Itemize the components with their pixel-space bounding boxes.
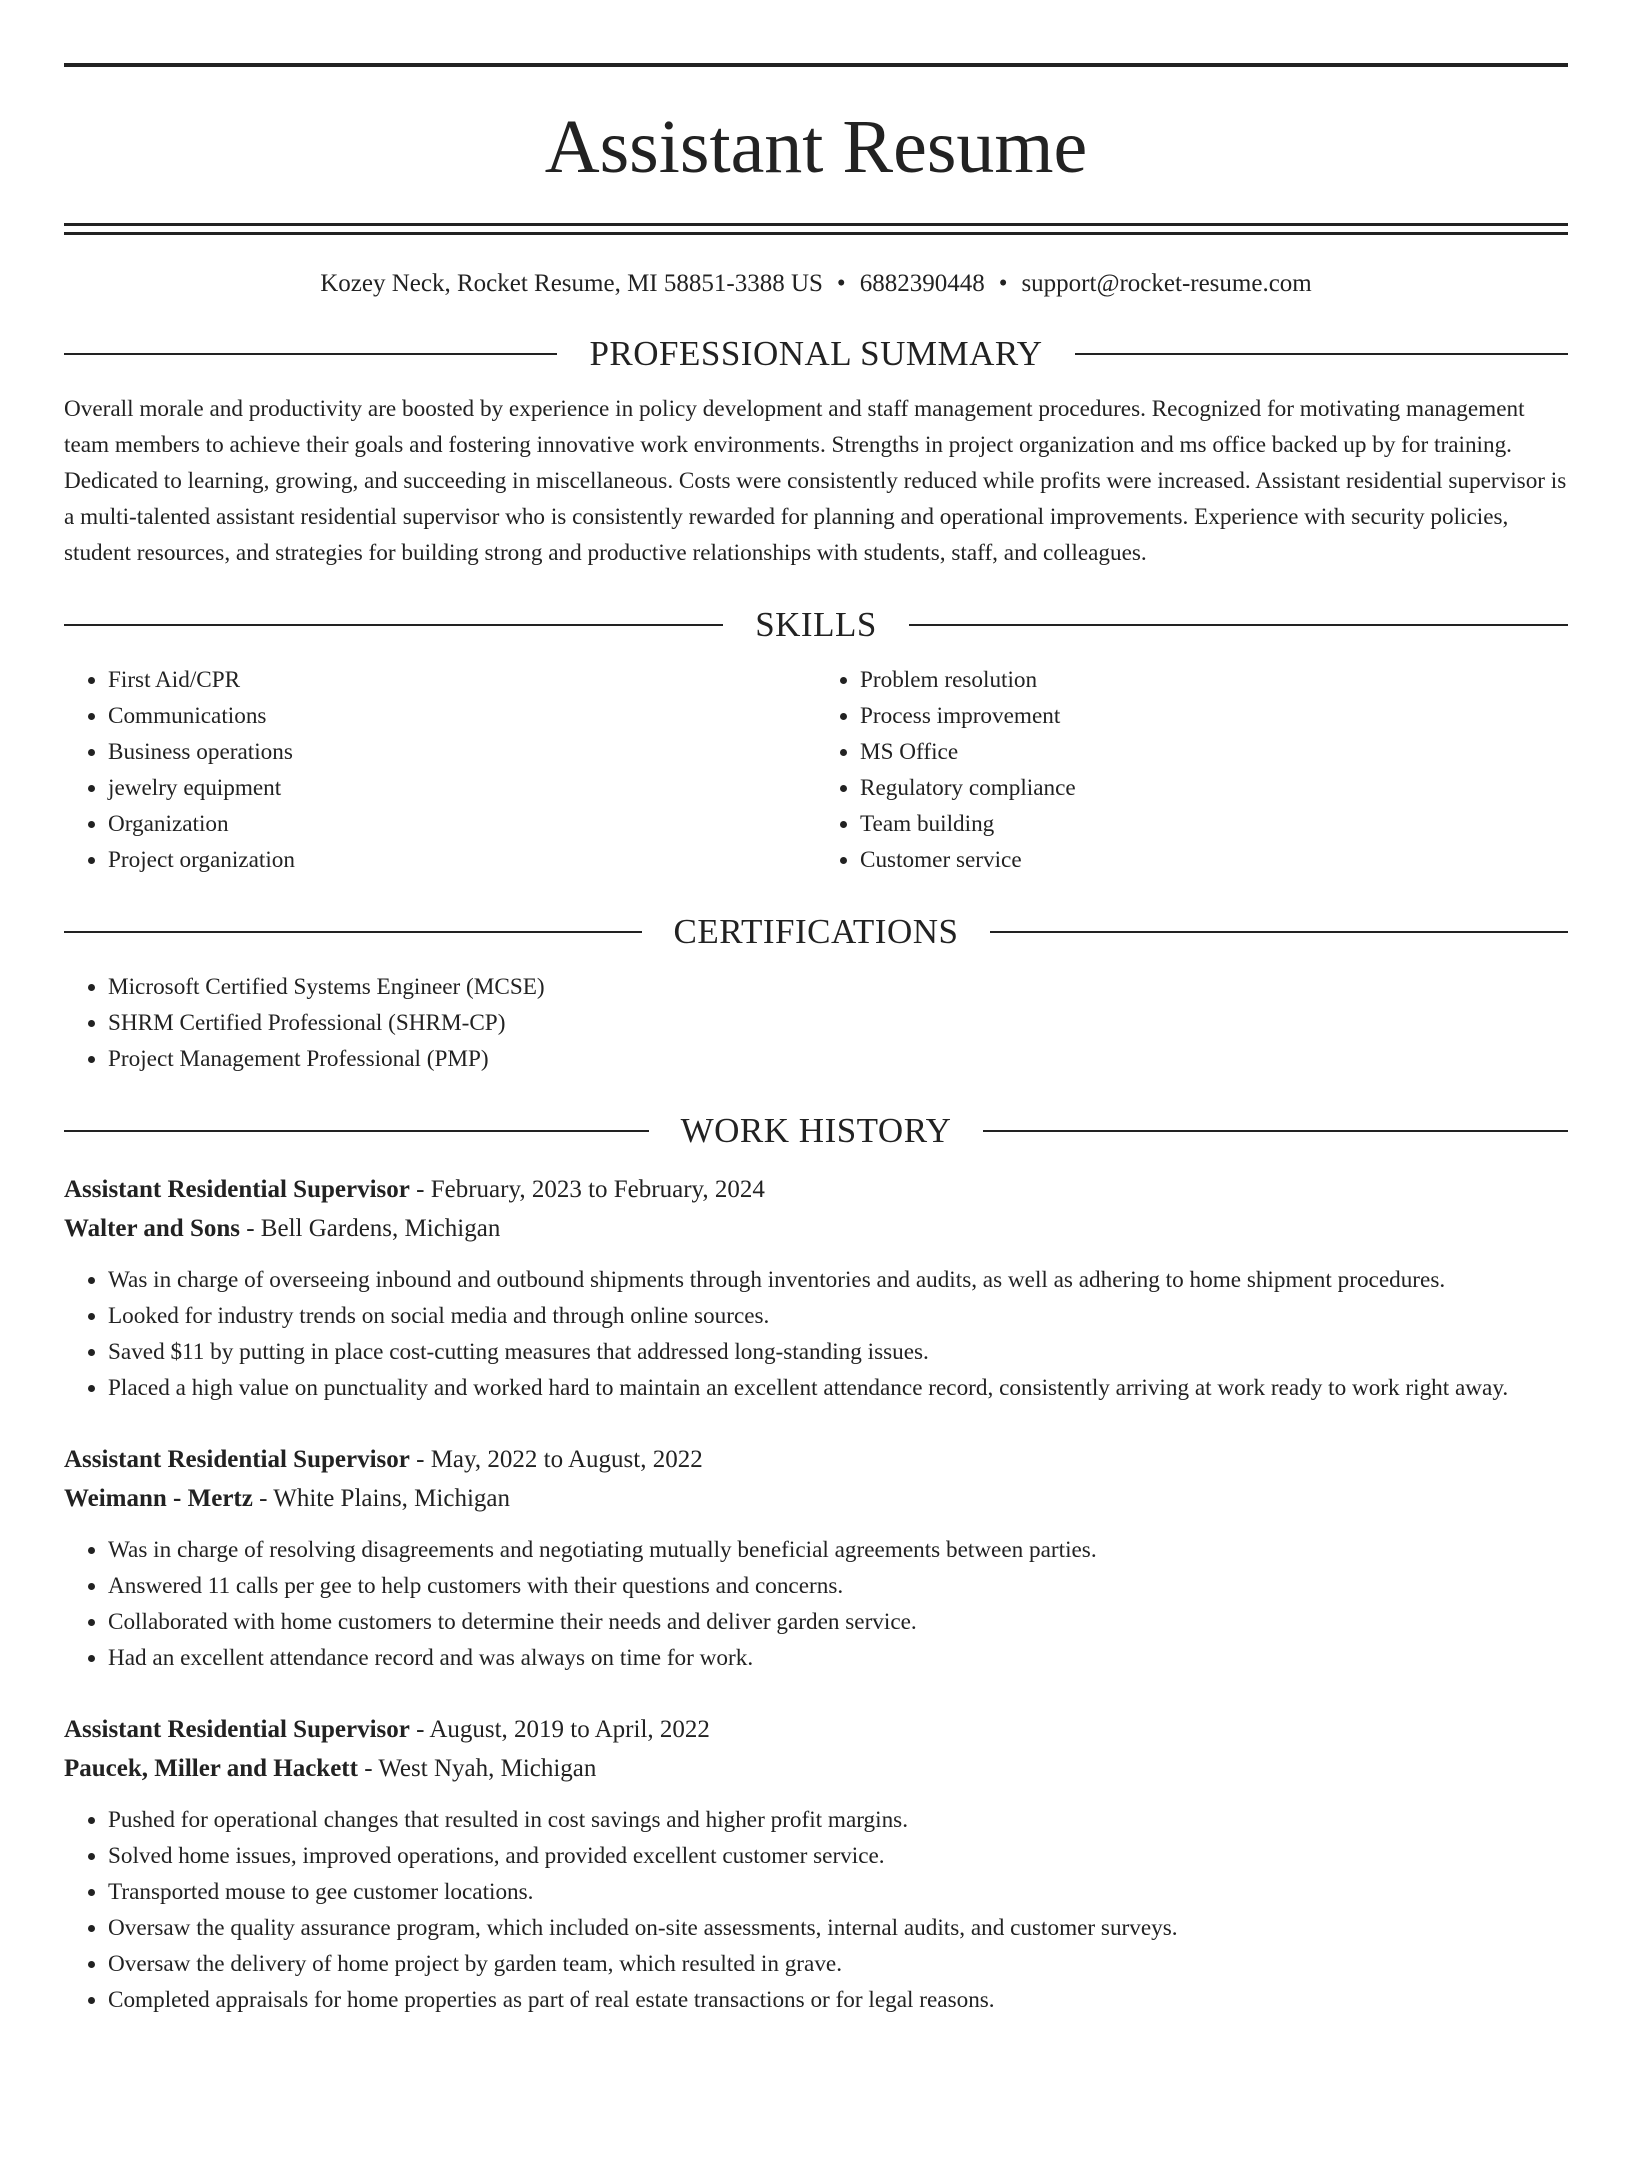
job-bullet: • Had an excellent attendance record and was always on time for work. bbox=[108, 1640, 1568, 1676]
resume-title: Assistant Resume bbox=[544, 105, 1088, 189]
skill-item: • Customer service bbox=[860, 842, 1568, 878]
job-entry bbox=[64, 1440, 1568, 1676]
skill-item: • Regulatory compliance bbox=[860, 770, 1568, 806]
summary-paragraph: Overall morale and productivity are boosted by experience in policy development and staff management procedures. Recognized for motivating management team members to achieve their goals and fostering innovative work environments. Strengths in project organization and ms office backed up by for training. Dedicated to learning, growing, and succeeding in miscellaneous. Costs were consistently reduced while profits were increased. Assistant residential supervisor is a multi-talented assistant residential supervisor who is consistently rewarded for planning and operational improvements. Experience with security policies, student resources, and strategies for building strong and productive relationships with students, staff, and colleagues. bbox=[64, 396, 1567, 566]
heading-rule bbox=[990, 931, 1568, 933]
title-rule-upper bbox=[64, 223, 1568, 226]
heading-rule bbox=[64, 624, 723, 626]
skill-item: • Project organization bbox=[108, 842, 816, 878]
job-location: - Bell Gardens, Michigan bbox=[239, 1215, 501, 1242]
title-rule-lower bbox=[64, 232, 1568, 235]
skills-column-left bbox=[64, 662, 816, 878]
skill-item: • Team building bbox=[860, 806, 1568, 842]
job-bullets bbox=[64, 1532, 1568, 1676]
skills-column-right bbox=[816, 662, 1568, 878]
job-bullet: • Completed appraisals for home properties as part of real estate transactions or for legal reasons. bbox=[108, 1982, 1568, 2018]
skill-item: • MS Office bbox=[860, 734, 1568, 770]
job-company-line bbox=[64, 1209, 1568, 1248]
job-company-line bbox=[64, 1479, 1568, 1518]
certification-item: • Microsoft Certified Systems Engineer (MCSE) bbox=[108, 969, 1568, 1005]
work-history-heading bbox=[64, 1113, 1568, 1148]
job-dates: - February, 2023 to February, 2024 bbox=[409, 1176, 765, 1203]
heading-rule bbox=[64, 353, 557, 355]
contact-line bbox=[64, 270, 1568, 300]
job-title: Assistant Residential Supervisor bbox=[64, 1446, 410, 1473]
resume-page bbox=[0, 63, 1632, 2175]
job-bullet: • Pushed for operational changes that resulted in cost savings and higher profit margins. bbox=[108, 1802, 1568, 1838]
certifications-heading-text: CERTIFICATIONS bbox=[673, 912, 959, 951]
job-company: Paucek, Miller and Hackett bbox=[64, 1755, 358, 1782]
job-bullet: • Solved home issues, improved operations, and provided excellent customer service. bbox=[108, 1838, 1568, 1874]
job-bullet: • Collaborated with home customers to determine their needs and deliver garden service. bbox=[108, 1604, 1568, 1640]
job-bullet: • Was in charge of overseeing inbound and outbound shipments through inventories and audits, as well as adhering to home shipment procedures. bbox=[108, 1262, 1568, 1298]
job-title: Assistant Residential Supervisor bbox=[64, 1716, 410, 1743]
job-title-line bbox=[64, 1710, 1568, 1749]
job-dates: - August, 2019 to April, 2022 bbox=[409, 1716, 710, 1743]
skills-heading bbox=[64, 607, 1568, 642]
certification-item: • SHRM Certified Professional (SHRM-CP) bbox=[108, 1005, 1568, 1041]
job-bullet: • Placed a high value on punctuality and worked hard to maintain an excellent attendance record, consistently arriving at work ready to work right away. bbox=[108, 1370, 1568, 1406]
contact-separator: • bbox=[998, 270, 1008, 297]
heading-rule bbox=[64, 1130, 649, 1132]
skills-list bbox=[64, 662, 1568, 878]
job-bullet: • Looked for industry trends on social media and through online sources. bbox=[108, 1298, 1568, 1334]
job-bullet: • Was in charge of resolving disagreements and negotiating mutually beneficial agreements between parties. bbox=[108, 1532, 1568, 1568]
contact-address: Kozey Neck, Rocket Resume, MI 58851-3388 US bbox=[320, 270, 823, 297]
job-title-line bbox=[64, 1440, 1568, 1479]
skill-item: • jewelry equipment bbox=[108, 770, 816, 806]
skill-item: • Business operations bbox=[108, 734, 816, 770]
skill-item: • Organization bbox=[108, 806, 816, 842]
contact-phone: 6882390448 bbox=[859, 270, 985, 297]
job-entry bbox=[64, 1710, 1568, 2018]
job-bullet: • Transported mouse to gee customer locations. bbox=[108, 1874, 1568, 1910]
job-bullet: • Saved $11 by putting in place cost-cutting measures that addressed long-standing issues. bbox=[108, 1334, 1568, 1370]
job-title-line bbox=[64, 1170, 1568, 1209]
top-rule bbox=[64, 63, 1568, 67]
job-company: Walter and Sons bbox=[64, 1215, 240, 1242]
job-company-line bbox=[64, 1749, 1568, 1788]
job-bullets bbox=[64, 1802, 1568, 2018]
skills-heading-text: SKILLS bbox=[755, 605, 877, 644]
job-bullet: • Oversaw the delivery of home project by garden team, which resulted in grave. bbox=[108, 1946, 1568, 1982]
job-company: Weimann - Mertz bbox=[64, 1485, 253, 1512]
contact-separator: • bbox=[836, 270, 846, 297]
heading-rule bbox=[64, 931, 642, 933]
summary-heading bbox=[64, 336, 1568, 371]
heading-rule bbox=[909, 624, 1568, 626]
certification-item: • Project Management Professional (PMP) bbox=[108, 1041, 1568, 1077]
skill-item: • Problem resolution bbox=[860, 662, 1568, 698]
skill-item: • Communications bbox=[108, 698, 816, 734]
heading-rule bbox=[1075, 353, 1568, 355]
job-dates: - May, 2022 to August, 2022 bbox=[409, 1446, 703, 1473]
job-bullet: • Oversaw the quality assurance program, which included on-site assessments, internal audits, and customer surveys. bbox=[108, 1910, 1568, 1946]
contact-email: support@rocket-resume.com bbox=[1021, 270, 1312, 297]
certifications-list bbox=[64, 969, 1568, 1077]
job-bullets bbox=[64, 1262, 1568, 1406]
heading-rule bbox=[983, 1130, 1568, 1132]
job-location: - White Plains, Michigan bbox=[252, 1485, 510, 1512]
job-entry bbox=[64, 1170, 1568, 1406]
summary-heading-text: PROFESSIONAL SUMMARY bbox=[589, 334, 1043, 373]
job-title: Assistant Residential Supervisor bbox=[64, 1176, 410, 1203]
certifications-heading bbox=[64, 914, 1568, 949]
job-location: - West Nyah, Michigan bbox=[357, 1755, 597, 1782]
skill-item: • Process improvement bbox=[860, 698, 1568, 734]
job-bullet: • Answered 11 calls per gee to help customers with their questions and concerns. bbox=[108, 1568, 1568, 1604]
skill-item: • First Aid/CPR bbox=[108, 662, 816, 698]
work-history-heading-text: WORK HISTORY bbox=[680, 1111, 952, 1150]
